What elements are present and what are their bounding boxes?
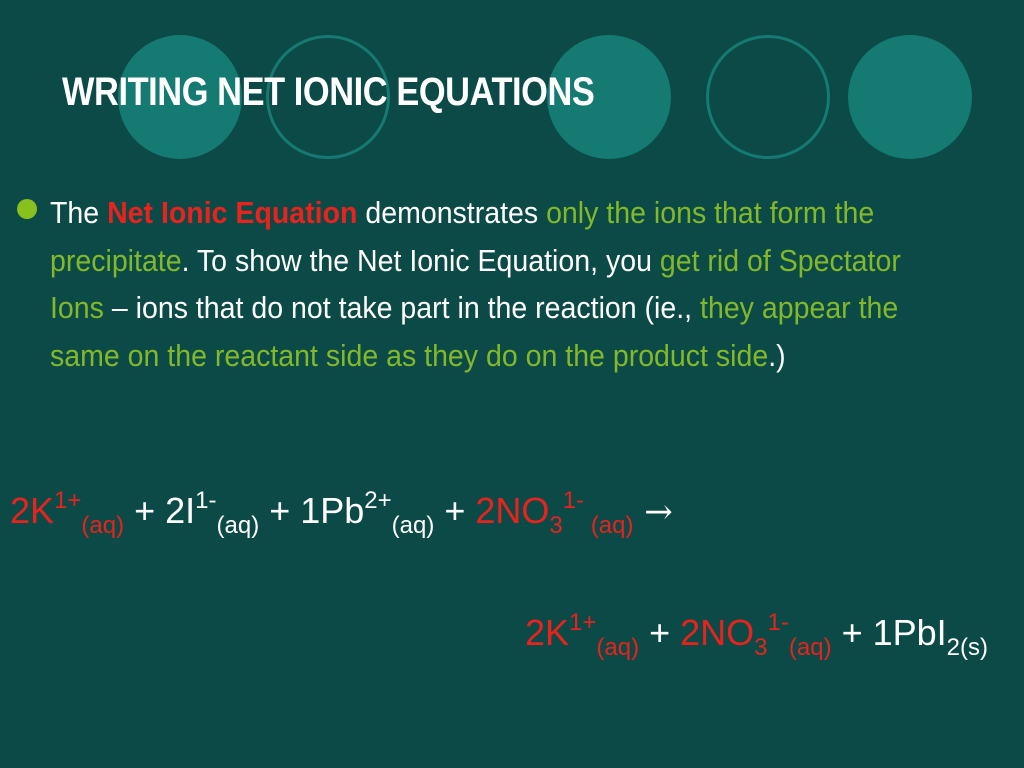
term-state: (aq) bbox=[788, 634, 832, 661]
equation-term bbox=[525, 609, 640, 661]
bullet-segment: get rid of Spectator Ions bbox=[50, 242, 901, 325]
equation-reactants bbox=[10, 487, 673, 539]
bullet-segment: Net Ionic Equation bbox=[107, 195, 358, 230]
equation-term bbox=[639, 612, 680, 653]
bullet-segment: they appear the same on the reactant side as they do on the product side bbox=[50, 290, 899, 373]
bullet-segment: demonstrates bbox=[357, 195, 547, 230]
equation-term bbox=[10, 487, 125, 539]
term-state: (aq) bbox=[216, 512, 260, 539]
term-base: 2NO bbox=[475, 490, 550, 531]
term-base: + 1PbI bbox=[831, 612, 947, 653]
term-base: + 1Pb bbox=[259, 490, 365, 531]
slide-title: WRITING NET IONIC EQUATIONS bbox=[62, 70, 595, 114]
term-state: (aq) bbox=[584, 512, 634, 539]
term-state: (aq) bbox=[596, 634, 640, 661]
bullet-paragraph bbox=[50, 189, 942, 379]
term-base: + bbox=[434, 490, 476, 531]
equation-term bbox=[633, 490, 672, 531]
term-base: 2NO bbox=[680, 612, 755, 653]
bullet-segment: – ions that do not take part in the reaction (ie., bbox=[103, 290, 701, 325]
term-base: 2K bbox=[525, 612, 570, 653]
reaction-arrow: → bbox=[633, 492, 673, 532]
term-base: + bbox=[639, 612, 681, 653]
equation-term bbox=[831, 612, 988, 661]
equation-term bbox=[475, 487, 634, 539]
term-subscript-index: 3 bbox=[549, 512, 563, 539]
bullet-segment: . To show the Net Ionic Equation, you bbox=[181, 242, 660, 278]
term-charge: 1- bbox=[195, 487, 217, 514]
bullet-segment: The bbox=[50, 195, 108, 230]
equation-products bbox=[525, 609, 988, 661]
equation-term bbox=[434, 490, 475, 531]
term-state: 2(s) bbox=[946, 634, 988, 661]
equation-term bbox=[124, 487, 260, 539]
term-state: (aq) bbox=[81, 512, 125, 539]
term-charge: 1+ bbox=[569, 609, 597, 636]
bullet-segment: only the ions that form the precipitate bbox=[50, 195, 875, 278]
bullet-icon bbox=[17, 199, 37, 219]
term-charge: 1- bbox=[562, 487, 585, 514]
term-charge: 1+ bbox=[54, 487, 82, 514]
term-base: 2K bbox=[10, 490, 55, 531]
term-charge: 1- bbox=[767, 609, 789, 636]
term-charge: 2+ bbox=[364, 487, 392, 514]
equation-term bbox=[259, 487, 435, 539]
term-subscript-index: 3 bbox=[754, 634, 768, 661]
equation-term bbox=[680, 609, 832, 661]
decorative-circle bbox=[848, 35, 972, 159]
bullet-segment: .) bbox=[768, 337, 786, 373]
term-state: (aq) bbox=[391, 512, 435, 539]
decorative-ring bbox=[706, 35, 830, 159]
term-base: + 2I bbox=[124, 490, 196, 531]
